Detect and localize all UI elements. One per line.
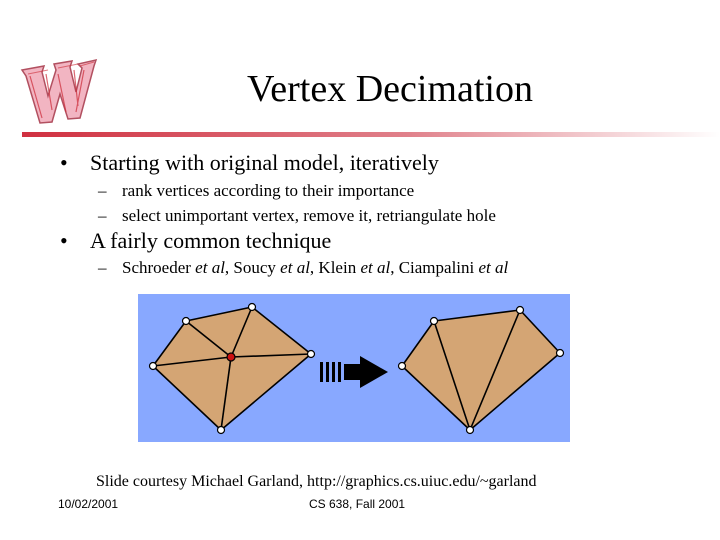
sub-bullet-text: select unimportant vertex, remove it, retriangulate hole — [122, 206, 496, 225]
title-rule — [22, 130, 720, 140]
bullet-text: Starting with original model, iteratively — [90, 150, 439, 175]
wisconsin-w-logo — [18, 52, 98, 124]
bullet-item — [60, 150, 439, 176]
bullet-text: A fairly common technique — [90, 228, 332, 253]
author-list: Schroeder et al, Soucy et al, Klein et al, Ciampalini et al — [122, 258, 509, 277]
footer-course: CS 638, Fall 2001 — [309, 497, 406, 511]
sub-bullet-item — [98, 205, 496, 227]
decimation-figure — [138, 294, 570, 442]
footer-date: 10/02/2001 — [58, 497, 119, 511]
sub-bullet-item — [98, 180, 414, 202]
logo-w-shape — [22, 60, 96, 123]
bullet-mark: • — [60, 228, 68, 253]
sub-bullet-dash: – — [98, 258, 107, 277]
slide-credit: Slide courtesy Michael Garland, http://graphics.cs.uiuc.edu/~garland — [96, 473, 537, 490]
sub-bullet-dash: – — [98, 206, 107, 225]
bullet-mark: • — [60, 150, 68, 175]
bullet-item — [60, 228, 331, 254]
slide-title: Vertex Decimation — [247, 68, 533, 110]
removed-vertex — [227, 353, 235, 361]
sub-bullet-item — [98, 257, 508, 279]
sub-bullet-dash: – — [98, 181, 107, 200]
sub-bullet-text: rank vertices according to their importance — [122, 181, 415, 200]
